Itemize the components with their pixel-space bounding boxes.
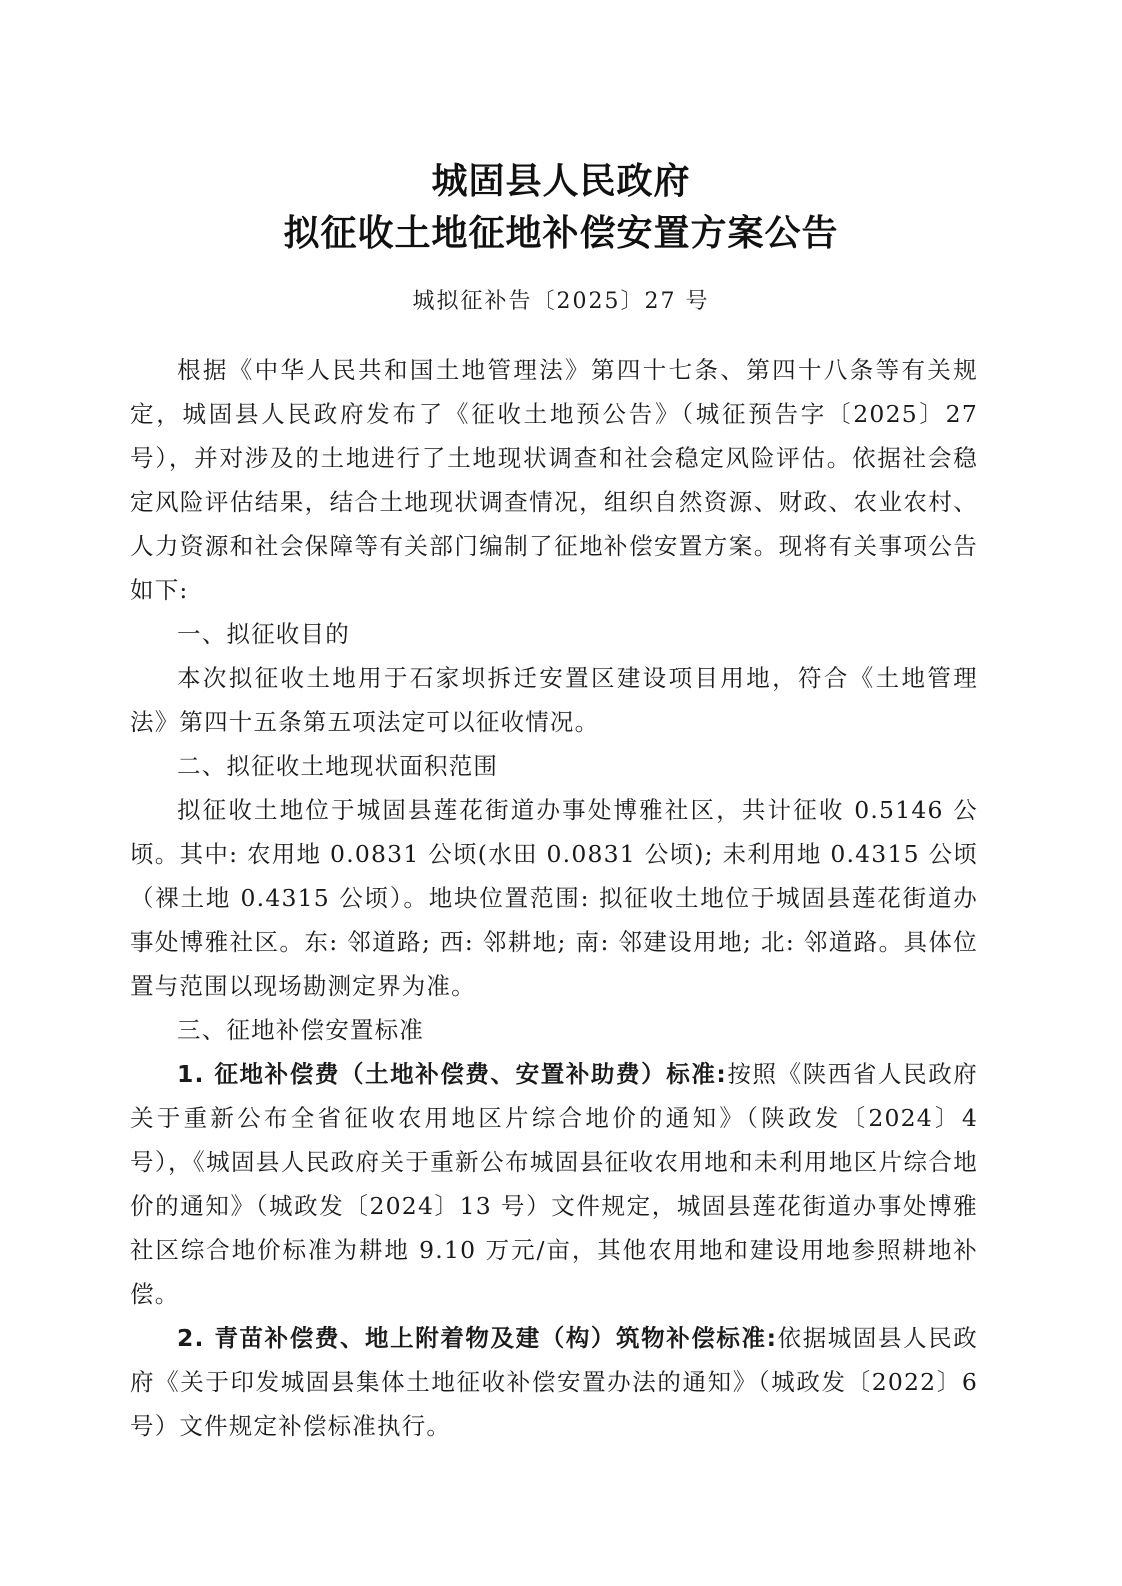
intro-paragraph: 根据《中华人民共和国土地管理法》第四十七条、第四十八条等有关规定，城固县人民政府发布了《征收土地预公告》（城征预告字〔2025〕27 号），并对涉及的土地进行了土地现状调查和社会稳定风险评估。依据社会稳定风险评估结果，结合土地现状调查情况，组织自然资源、财政、农业农村、人力资源和社会保障等有关部门编制了征地补偿安置方案。现将有关事项公告如下: bbox=[130, 356, 978, 604]
section-1-paragraph: 本次拟征收土地用于石家坝拆迁安置区建设项目用地，符合《土地管理法》第四十五条第五项法定可以征收情况。 bbox=[130, 664, 978, 736]
item-2-label: 2. 青苗补偿费、地上附着物及建（构）筑物补偿标准: bbox=[177, 1324, 778, 1352]
section-2-paragraph: 拟征收土地位于城固县莲花街道办事处博雅社区，共计征收 0.5146 公顷。其中: 农用地 0.0831 公顷(水田 0.0831 公顷); 未利用地 0.4315 公顷（裸土地 0.4315 公顷）。地块位置范围: 拟征收土地位于城固县莲花街道办事处博雅社区。东: 邻道路; 西: 邻耕地; 南: 邻建设用地; 北: 邻道路。具体位置与范围以现场勘测定界为准。 bbox=[130, 796, 978, 1000]
item-1-label: 1. 征地补偿费（土地补偿费、安置补助费）标准: bbox=[177, 1060, 728, 1088]
title-line-1: 城固县人民政府 bbox=[431, 161, 691, 202]
document-body bbox=[130, 348, 978, 1448]
item-2-paragraph bbox=[130, 1316, 978, 1448]
item-1-paragraph bbox=[130, 1052, 978, 1316]
item-1-text: 按照《陕西省人民政府关于重新公布全省征收农用地区片综合地价的通知》（陕政发〔2024〕4 号），《城固县人民政府关于重新公布城固县征收农用地和未利用地区片综合地价的通知》（城政发〔2024〕13 号）文件规定，城固县莲花街道办事处博雅社区综合地价标准为耕地 9.10 万元/亩，其他农用地和建设用地参照耕地补偿。 bbox=[130, 1060, 978, 1308]
document-number: 城拟征补告〔2025〕27 号 bbox=[412, 289, 710, 314]
title-line-2: 拟征收土地征地补偿安置方案公告 bbox=[283, 213, 839, 254]
section-2-heading: 二、拟征收土地现状面积范围 bbox=[177, 752, 499, 780]
section-3-heading: 三、征地补偿安置标准 bbox=[177, 1016, 424, 1044]
item-2-text: 依据城固县人民政府《关于印发城固县集体土地征收补偿安置办法的通知》（城政发〔2022〕6 号）文件规定补偿标准执行。 bbox=[130, 1324, 979, 1440]
section-1-heading: 一、拟征收目的 bbox=[177, 620, 350, 648]
